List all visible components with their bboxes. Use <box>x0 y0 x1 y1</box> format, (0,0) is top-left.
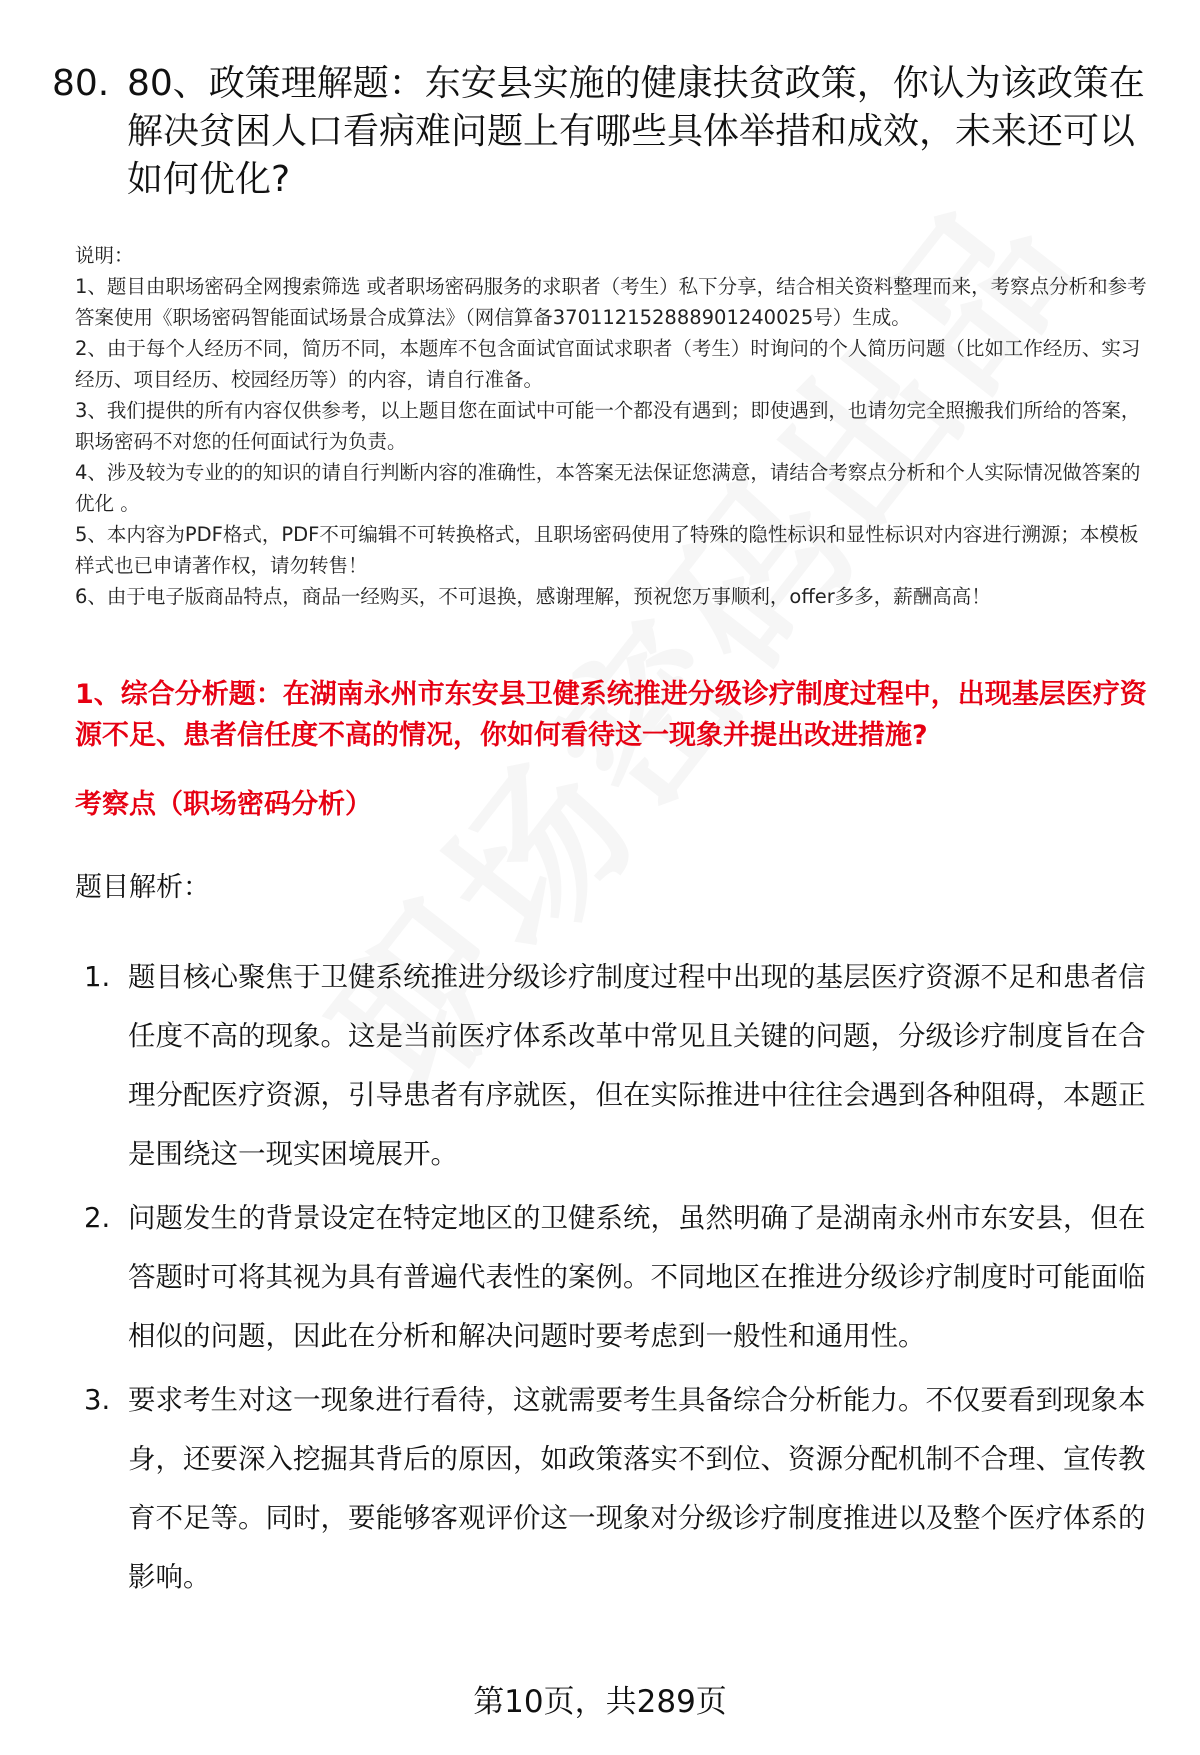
analysis-item-text: 问题发生的背景设定在特定地区的卫健系统，虽然明确了是湖南永州市东安县，但在答题时可将其视为具有普遍代表性的案例。不同地区在推进分级诊疗制度时可能面临相似的问题，因此在分析和解决问题时要考虑到一般性和通用性。 <box>128 1202 1146 1352</box>
analysis-item-number: 2. <box>84 1202 111 1234</box>
analysis-heading: 题目解析： <box>75 872 210 903</box>
analysis-item-text: 题目核心聚焦于卫健系统推进分级诊疗制度过程中出现的基层医疗资源不足和患者信任度不高的现象。这是当前医疗体系改革中常见且关键的问题，分级诊疗制度旨在合理分配医疗资源，引导患者有序就医，但在实际推进中往往会遇到各种阻碍，本题正是围绕这一现实困境展开。 <box>128 961 1146 1170</box>
question-text: 80、政策理解题：东安县实施的健康扶贫政策，你认为该政策在解决贫困人口看病难问题上有哪些具体举措和成效，未来还可以如何优化? <box>127 63 1145 200</box>
note-item: 5、本内容为PDF格式，PDF不可编辑不可转换格式，且职场密码使用了特殊的隐性标识和显性标识对内容进行溯源；本模板样式也已申请著作权，请勿转售！ <box>75 523 1139 577</box>
note-item: 6、由于电子版商品特点，商品一经购买，不可退换，感谢理解，预祝您万事顺利，offer多多，薪酬高高！ <box>75 585 991 608</box>
question-number: 80. <box>52 63 110 104</box>
note-item: 3、我们提供的所有内容仅供参考，以上题目您在面试中可能一个都没有遇到；即使遇到，也请勿完全照搬我们所给的答案，职场密码不对您的任何面试行为负责。 <box>75 399 1141 453</box>
analysis-item-text: 要求考生对这一现象进行看待，这就需要考生具备综合分析能力。不仅要看到现象本身，还要深入挖掘其背后的原因，如政策落实不到位、资源分配机制不合理、宣传教育不足等。同时，要能够客观评价这一现象对分级诊疗制度推进以及整个医疗体系的影响。 <box>128 1384 1146 1593</box>
kaochadian-heading: 考察点（职场密码分析） <box>75 789 372 820</box>
analysis-list <box>75 948 1155 1612</box>
note-item: 2、由于每个人经历不同，简历不同，本题库不包含面试官面试求职者（考生）时询问的个人简历问题（比如工作经历、实习经历、项目经历、校园经历等）的内容，请自行准备。 <box>75 337 1141 391</box>
notes-title: 说明： <box>75 244 134 267</box>
analysis-item <box>75 1371 1155 1607</box>
notes-section <box>75 240 1155 612</box>
analysis-item <box>75 1189 1155 1366</box>
analysis-item <box>75 948 1155 1184</box>
analysis-item-number: 1. <box>84 961 111 993</box>
analysis-item-number: 3. <box>84 1384 111 1416</box>
topic-question: 1、综合分析题：在湖南永州市东安县卫健系统推进分级诊疗制度过程中，出现基层医疗资源不足、患者信任度不高的情况，你如何看待这一现象并提出改进措施? <box>75 679 1147 751</box>
note-item: 4、涉及较为专业的的知识的请自行判断内容的准确性，本答案无法保证您满意，请结合考察点分析和个人实际情况做答案的优化 。 <box>75 461 1141 515</box>
question-header <box>52 60 1162 204</box>
page-footer: 第10页，共289页 <box>473 1684 727 1720</box>
note-item: 1、题目由职场密码全网搜索筛选 或者职场密码服务的求职者（考生）私下分享，结合相关资料整理而来，考察点分析和参考答案使用《职场密码智能面试场景合成算法》（网信算备370112152888901240025号）生成。 <box>75 275 1147 329</box>
